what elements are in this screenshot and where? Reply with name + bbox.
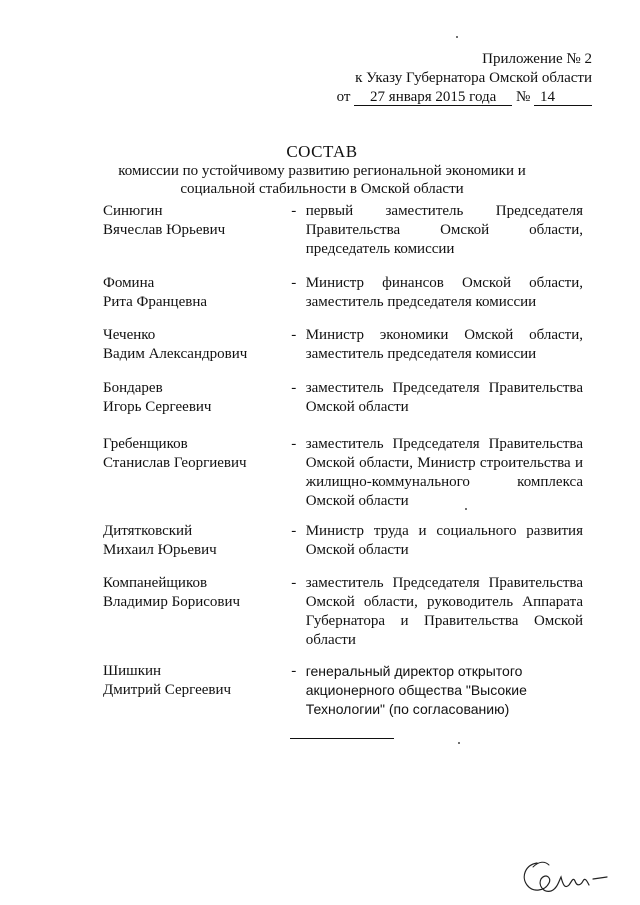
member-name — [103, 326, 282, 379]
member-given-names: Станислав Георгиевич — [103, 455, 247, 471]
member-row — [103, 326, 583, 379]
member-dash: - — [291, 436, 297, 452]
from-label: от — [336, 89, 351, 105]
member-role: заместитель Председателя Правительства Омской области, руководитель Аппарата Губернатора и Правительства Омской области — [305, 575, 583, 648]
member-name — [103, 574, 282, 662]
scan-speck — [465, 508, 467, 510]
member-given-names: Вадим Александрович — [103, 346, 248, 362]
decree-date: 27 января 2015 года — [354, 90, 512, 106]
member-surname: Чеченко — [103, 327, 156, 343]
member-surname: Гребенщиков — [103, 436, 188, 452]
member-given-names: Михаил Юрьевич — [103, 542, 217, 558]
appendix-decree-reference: к Указу Губернатора Омской области — [355, 70, 592, 86]
member-role: Министр финансов Омской области, заместитель председателя комиссии — [305, 275, 583, 310]
member-given-names: Дмитрий Сергеевич — [103, 682, 232, 698]
member-row — [103, 574, 583, 662]
document-title: СОСТАВ — [286, 142, 358, 161]
document-heading — [100, 142, 544, 198]
member-given-names: Рита Францевна — [103, 294, 208, 310]
member-surname: Дитятковский — [103, 523, 193, 539]
member-dash: - — [291, 327, 297, 343]
member-role: заместитель Председателя Правительства Омской области, Министр строительства и жилищно-коммунального комплекса Омской области — [305, 436, 583, 509]
member-row — [103, 522, 583, 574]
member-dash: - — [291, 523, 297, 539]
member-name — [103, 522, 282, 574]
member-role: Министр экономики Омской области, заместитель председателя комиссии — [305, 327, 583, 362]
appendix-number: Приложение № 2 — [482, 51, 592, 67]
member-row — [103, 202, 583, 274]
member-given-names: Владимир Борисович — [103, 594, 241, 610]
member-surname: Синюгин — [103, 203, 163, 219]
member-row — [103, 662, 583, 722]
member-row — [103, 379, 583, 435]
member-role: Министр труда и социального развития Омской области — [305, 523, 583, 558]
member-given-names: Вячеслав Юрьевич — [103, 222, 226, 238]
member-dash: - — [291, 380, 297, 396]
scan-speck — [456, 36, 458, 38]
member-surname: Бондарев — [103, 380, 163, 396]
member-dash: - — [291, 203, 297, 219]
end-separator-line — [290, 738, 394, 739]
member-dash: - — [291, 663, 297, 679]
member-given-names: Игорь Сергеевич — [103, 399, 212, 415]
member-row — [103, 435, 583, 522]
member-role: заместитель Председателя Правительства Омской области — [305, 380, 583, 415]
member-role: генеральный директор открытого акционерного общества "Высокие Технологии" (по согласованию) — [305, 663, 527, 717]
member-name — [103, 274, 282, 326]
member-role: первый заместитель Председателя Правительства Омской области, председатель комиссии — [305, 203, 583, 257]
decree-number: 14 — [534, 90, 592, 106]
appendix-date-line — [292, 88, 592, 107]
handwritten-signature — [515, 855, 610, 900]
member-dash: - — [291, 275, 297, 291]
document-subtitle-line-2: социальной стабильности в Омской области — [180, 181, 464, 197]
member-surname: Компанейщиков — [103, 575, 208, 591]
member-list — [103, 202, 583, 722]
member-name — [103, 662, 282, 722]
member-dash: - — [291, 575, 297, 591]
scan-speck — [458, 742, 460, 744]
member-name — [103, 379, 282, 435]
member-row — [103, 274, 583, 326]
member-surname: Фомина — [103, 275, 155, 291]
member-name — [103, 202, 282, 274]
appendix-header — [292, 50, 592, 107]
number-label: № — [515, 89, 531, 105]
document-subtitle-line-1: комиссии по устойчивому развитию региональной экономики и — [118, 163, 526, 179]
member-name — [103, 435, 282, 522]
member-surname: Шишкин — [103, 663, 162, 679]
